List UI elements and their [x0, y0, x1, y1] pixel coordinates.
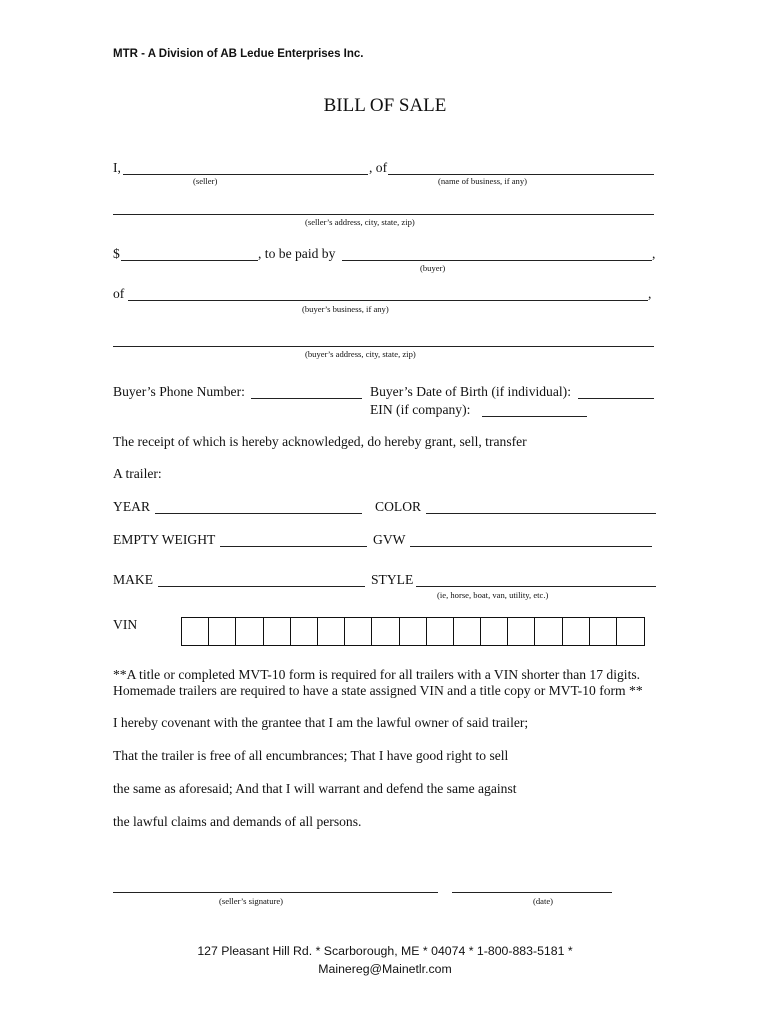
covenant-line-2: That the trailer is free of all encumbrances; That I have good right to sell: [113, 748, 509, 763]
make-label: MAKE: [113, 572, 154, 587]
notice-line-1: **A title or completed MVT-10 form is required for all trailers with a VIN shorter than 17 digits.: [113, 667, 641, 682]
seller-address-field[interactable]: [113, 214, 654, 215]
paid-by-label: , to be paid by: [258, 246, 336, 261]
buyer-name-field[interactable]: [342, 260, 652, 261]
buyer-dob-field[interactable]: [578, 398, 654, 399]
price-field[interactable]: [121, 260, 258, 261]
vin-char-box[interactable]: [182, 618, 209, 645]
buyer-business-comma: ,: [648, 286, 652, 301]
document-title: BILL OF SALE: [323, 95, 447, 116]
company-header: MTR - A Division of AB Ledue Enterprises Inc.: [113, 48, 364, 60]
seller-prefix: I,: [113, 160, 121, 175]
ein-label: EIN (if company):: [370, 402, 471, 417]
empty-weight-field[interactable]: [220, 546, 367, 547]
vin-char-box[interactable]: [535, 618, 562, 645]
vin-char-box[interactable]: [345, 618, 372, 645]
notice-line-2: Homemade trailers are required to have a state assigned VIN and a title copy or MVT-10 form **: [113, 683, 643, 698]
vin-char-box[interactable]: [590, 618, 617, 645]
color-label: COLOR: [375, 499, 422, 514]
gvw-label: GVW: [373, 532, 406, 547]
year-label: YEAR: [113, 499, 151, 514]
vin-char-box[interactable]: [563, 618, 590, 645]
vin-char-box[interactable]: [236, 618, 263, 645]
style-label: STYLE: [371, 572, 414, 587]
vin-char-box[interactable]: [617, 618, 644, 645]
business-caption: (name of business, if any): [438, 176, 528, 186]
vin-char-box[interactable]: [264, 618, 291, 645]
vin-char-box[interactable]: [508, 618, 535, 645]
gvw-field[interactable]: [410, 546, 652, 547]
footer-email: Mainereg@Mainetlr.com: [318, 962, 452, 976]
date-caption: (date): [533, 896, 554, 906]
vin-char-box[interactable]: [372, 618, 399, 645]
date-field[interactable]: [452, 892, 612, 893]
signature-caption: (seller’s signature): [219, 896, 284, 906]
vin-char-box[interactable]: [427, 618, 454, 645]
buyer-phone-field[interactable]: [251, 398, 362, 399]
style-field[interactable]: [416, 586, 656, 587]
ein-field[interactable]: [482, 416, 587, 417]
payment-comma: ,: [652, 246, 656, 261]
seller-caption: (seller): [193, 176, 218, 186]
vin-char-box[interactable]: [400, 618, 427, 645]
make-field[interactable]: [158, 586, 365, 587]
buyer-caption: (buyer): [420, 263, 446, 273]
seller-name-field[interactable]: [123, 174, 368, 175]
buyer-address-caption: (buyer’s address, city, state, zip): [305, 349, 416, 359]
buyer-phone-label: Buyer’s Phone Number:: [113, 384, 245, 399]
buyer-dob-label: Buyer’s Date of Birth (if individual):: [370, 384, 571, 399]
covenant-line-1: I hereby covenant with the grantee that I am the lawful owner of said trailer;: [113, 715, 529, 730]
buyer-business-field[interactable]: [128, 300, 648, 301]
seller-address-caption: (seller’s address, city, state, zip): [305, 217, 415, 227]
vin-char-box[interactable]: [481, 618, 508, 645]
dollar-sign: $: [113, 246, 120, 261]
business-name-field[interactable]: [388, 174, 654, 175]
seller-of-label: , of: [369, 160, 388, 175]
year-field[interactable]: [155, 513, 362, 514]
style-caption: (ie, horse, boat, van, utility, etc.): [437, 590, 549, 600]
buyer-business-caption: (buyer’s business, if any): [302, 304, 389, 314]
vin-label: VIN: [113, 617, 138, 632]
receipt-statement: The receipt of which is hereby acknowledged, do hereby grant, sell, transfer: [113, 434, 527, 449]
vin-char-box[interactable]: [454, 618, 481, 645]
footer-address: 127 Pleasant Hill Rd. * Scarborough, ME * 04074 * 1-800-883-5181 *: [197, 944, 573, 958]
covenant-line-3: the same as aforesaid; And that I will warrant and defend the same against: [113, 781, 517, 796]
vin-input-grid: [181, 617, 645, 646]
trailer-label: A trailer:: [113, 466, 162, 481]
buyer-of-label: of: [113, 286, 125, 301]
vin-char-box[interactable]: [318, 618, 345, 645]
covenant-line-4: the lawful claims and demands of all persons.: [113, 814, 362, 829]
empty-weight-label: EMPTY WEIGHT: [113, 532, 216, 547]
color-field[interactable]: [426, 513, 656, 514]
vin-char-box[interactable]: [209, 618, 236, 645]
vin-char-box[interactable]: [291, 618, 318, 645]
seller-signature-field[interactable]: [113, 892, 438, 893]
buyer-address-field[interactable]: [113, 346, 654, 347]
